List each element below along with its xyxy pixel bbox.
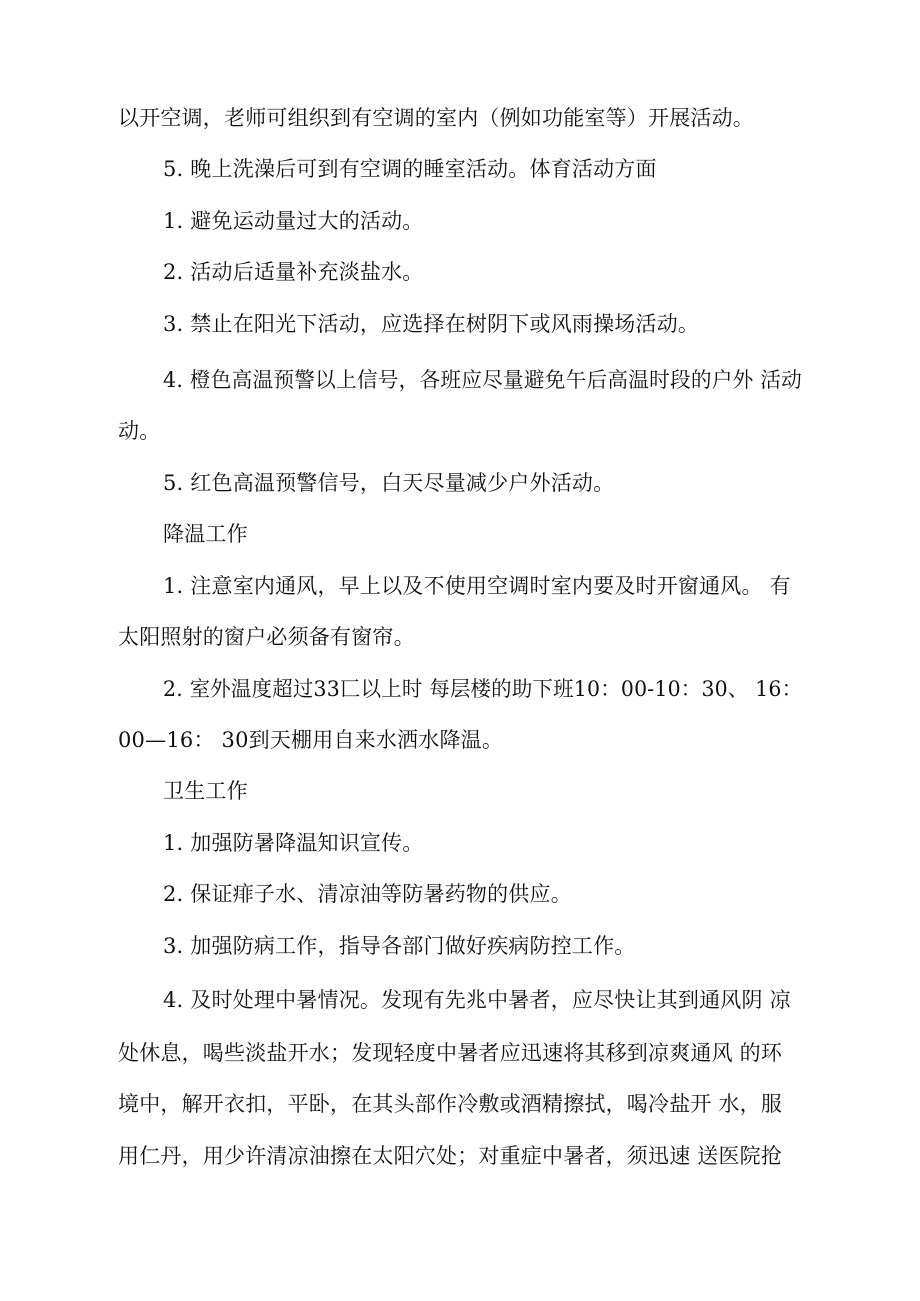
section-heading-cooling: 降温工作 [163,522,248,546]
text-line-12: 2. 室外温度超过33匸以上时 每层楼的助下班10：00-10：30、 16： [163,677,803,701]
text-line-3: 1. 避免运动量过大的活动。 [163,209,424,233]
text-line-5: 3. 禁止在阳光下活动，应选择在树阴下或风雨操场活动。 [163,312,700,336]
text-line-1: 以开空调，老师可组织到有空调的室内（例如功能室等）开展活动。 [118,106,754,130]
text-line-10: 1. 注意室内通风，早上以及不使用空调时室内要及时开窗通风。 有 [163,574,791,598]
text-line-19: 处休息，喝些淡盐开水；发现轻度中暑者应迅速将其移到凉爽通风 的环 [118,1041,783,1065]
text-line-16: 2. 保证痱子水、清凉油等防暑药物的供应。 [163,882,572,906]
text-line-7: 动。 [118,419,161,443]
text-line-2: 5. 晚上洗澡后可到有空调的睡室活动。体育活动方面 [163,157,657,181]
text-line-4: 2. 活动后适量补充淡盐水。 [163,260,424,284]
text-line-20: 境中，解开衣扣，平卧，在其头部作冷敷或酒精擦拭，喝冷盐开 水，服 [118,1092,783,1116]
text-line-11: 太阳照射的窗户必须备有窗帘。 [118,625,415,649]
text-line-6: 4. 橙色高温预警以上信号，各班应尽量避免午后高温时段的户外 活动 [163,368,802,392]
text-line-8: 5. 红色高温预警信号，白天尽量减少户外活动。 [163,471,615,495]
text-line-17: 3. 加强防病工作，指导各部门做好疾病防控工作。 [163,934,636,958]
text-line-21: 用仁丹，用少许清凉油擦在太阳穴处；对重症中暑者，须迅速 送医院抢 [118,1144,783,1168]
text-line-15: 1. 加强防暑降温知识宣传。 [163,831,424,855]
text-line-18: 4. 及时处理中暑情况。发现有先兆中暑者，应尽快让其到通风阴 凉 [163,988,791,1012]
text-line-13: 00—16： 30到天棚用自来水洒水降温。 [118,728,504,752]
section-heading-hygiene: 卫生工作 [163,779,248,803]
